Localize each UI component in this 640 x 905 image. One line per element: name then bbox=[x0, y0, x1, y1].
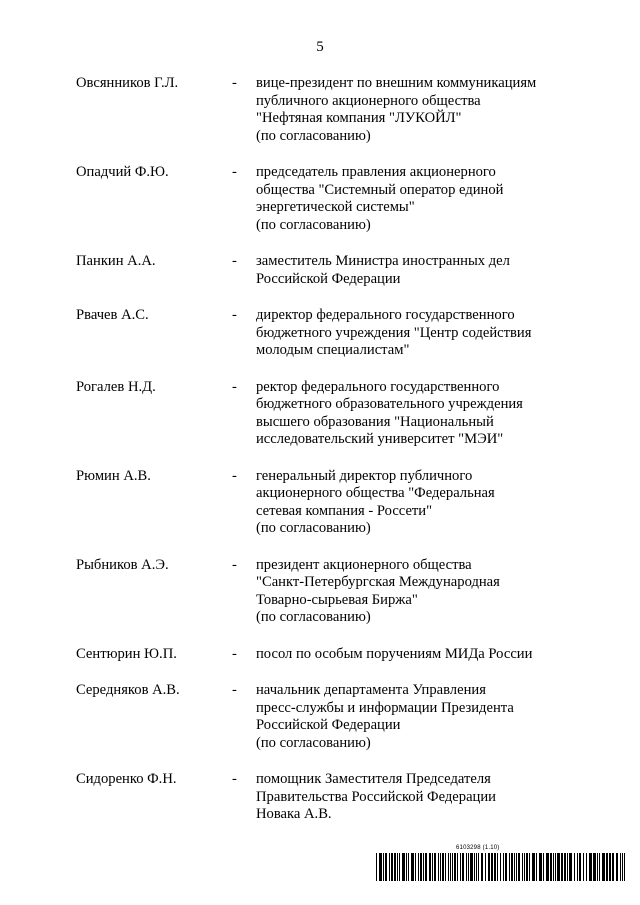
member-name: Сидоренко Ф.Н. bbox=[76, 771, 177, 787]
member-role-line: помощник Заместителя Председателя bbox=[256, 771, 491, 787]
member-name: Рогалев Н.Д. bbox=[76, 378, 156, 395]
member-role-line: (по согласованию) bbox=[256, 734, 371, 751]
member-row bbox=[76, 771, 566, 824]
member-role bbox=[256, 164, 556, 234]
member-role bbox=[256, 682, 556, 752]
member-row bbox=[76, 75, 566, 145]
barcode-icon bbox=[376, 853, 628, 881]
member-role-line: вице-президент по внешним коммуникациям bbox=[256, 75, 537, 91]
member-row bbox=[76, 379, 566, 449]
member-name: Рвачев А.С. bbox=[76, 307, 149, 323]
member-dash: - bbox=[232, 378, 237, 395]
member-role-line: директор федерального государственного bbox=[256, 307, 515, 323]
barcode-code: 6103298 (1.10) bbox=[456, 845, 500, 851]
member-role bbox=[256, 771, 556, 824]
member-role-line: публичного акционерного общества bbox=[256, 92, 481, 109]
members-list bbox=[76, 75, 566, 843]
member-role-line: заместитель Министра иностранных дел bbox=[256, 253, 510, 269]
member-row bbox=[76, 557, 566, 627]
member-dash: - bbox=[232, 771, 237, 787]
member-role-line: сетевая компания - Россети" bbox=[256, 502, 433, 519]
member-role-line: бюджетного образовательного учреждения bbox=[256, 396, 523, 412]
member-dash: - bbox=[232, 307, 237, 323]
member-role-line: Товарно-сырьевая Биржа" bbox=[256, 591, 418, 608]
member-role-line: "Санкт-Петербургская Международная bbox=[256, 574, 500, 590]
member-role-line: акционерного общества "Федеральная bbox=[256, 485, 495, 501]
member-name: Сентюрин Ю.П. bbox=[76, 645, 177, 662]
member-dash: - bbox=[232, 556, 237, 573]
member-row bbox=[76, 646, 566, 664]
member-role bbox=[256, 646, 556, 664]
member-role-line: (по согласованию) bbox=[256, 216, 371, 233]
member-row bbox=[76, 468, 566, 538]
member-role-line: молодым специалистам" bbox=[256, 342, 410, 358]
member-row bbox=[76, 307, 566, 360]
member-role-line: президент акционерного общества bbox=[256, 556, 472, 573]
member-role-line: (по согласованию) bbox=[256, 609, 371, 625]
member-name: Середняков А.В. bbox=[76, 682, 180, 698]
member-name: Овсянников Г.Л. bbox=[76, 75, 179, 91]
member-name: Рюмин А.В. bbox=[76, 467, 151, 484]
member-role-line: общества "Системный оператор единой bbox=[256, 181, 504, 198]
member-role-line: исследовательский университет "МЭИ" bbox=[256, 431, 504, 447]
member-role-line: ректор федерального государственного bbox=[256, 378, 500, 395]
member-role bbox=[256, 75, 556, 145]
member-name: Опадчий Ф.Ю. bbox=[76, 164, 169, 180]
member-role-line: пресс-службы и информации Президента bbox=[256, 699, 514, 716]
member-role-line: Российской Федерации bbox=[256, 717, 401, 733]
member-role-line: (по согласованию) bbox=[256, 520, 371, 536]
page-number: 5 bbox=[316, 39, 324, 55]
member-dash: - bbox=[232, 253, 237, 269]
member-dash: - bbox=[232, 467, 237, 484]
member-role-line: посол по особым поручениям МИДа России bbox=[256, 645, 533, 662]
member-dash: - bbox=[232, 645, 237, 662]
member-name: Панкин А.А. bbox=[76, 253, 156, 269]
member-role-line: Новака А.В. bbox=[256, 806, 332, 822]
member-role-line: Российской Федерации bbox=[256, 270, 401, 287]
member-role bbox=[256, 307, 556, 360]
member-role-line: генеральный директор публичного bbox=[256, 467, 473, 484]
member-dash: - bbox=[232, 682, 237, 698]
member-role bbox=[256, 253, 556, 288]
member-row bbox=[76, 164, 566, 234]
member-role-line: высшего образования "Национальный bbox=[256, 413, 494, 430]
member-role bbox=[256, 468, 556, 538]
member-role bbox=[256, 379, 556, 449]
member-dash: - bbox=[232, 75, 237, 91]
member-role-line: Правительства Российской Федерации bbox=[256, 788, 496, 805]
member-role bbox=[256, 557, 556, 627]
member-role-line: "Нефтяная компания "ЛУКОЙЛ" bbox=[256, 110, 462, 126]
member-role-line: бюджетного учреждения "Центр содействия bbox=[256, 324, 532, 341]
member-row bbox=[76, 682, 566, 752]
member-role-line: энергетической системы" bbox=[256, 199, 415, 215]
member-dash: - bbox=[232, 164, 237, 180]
member-row bbox=[76, 253, 566, 288]
member-name: Рыбников А.Э. bbox=[76, 556, 169, 573]
member-role-line: председатель правления акционерного bbox=[256, 164, 496, 180]
member-role-line: начальник департамента Управления bbox=[256, 682, 486, 698]
member-role-line: (по согласованию) bbox=[256, 127, 371, 144]
